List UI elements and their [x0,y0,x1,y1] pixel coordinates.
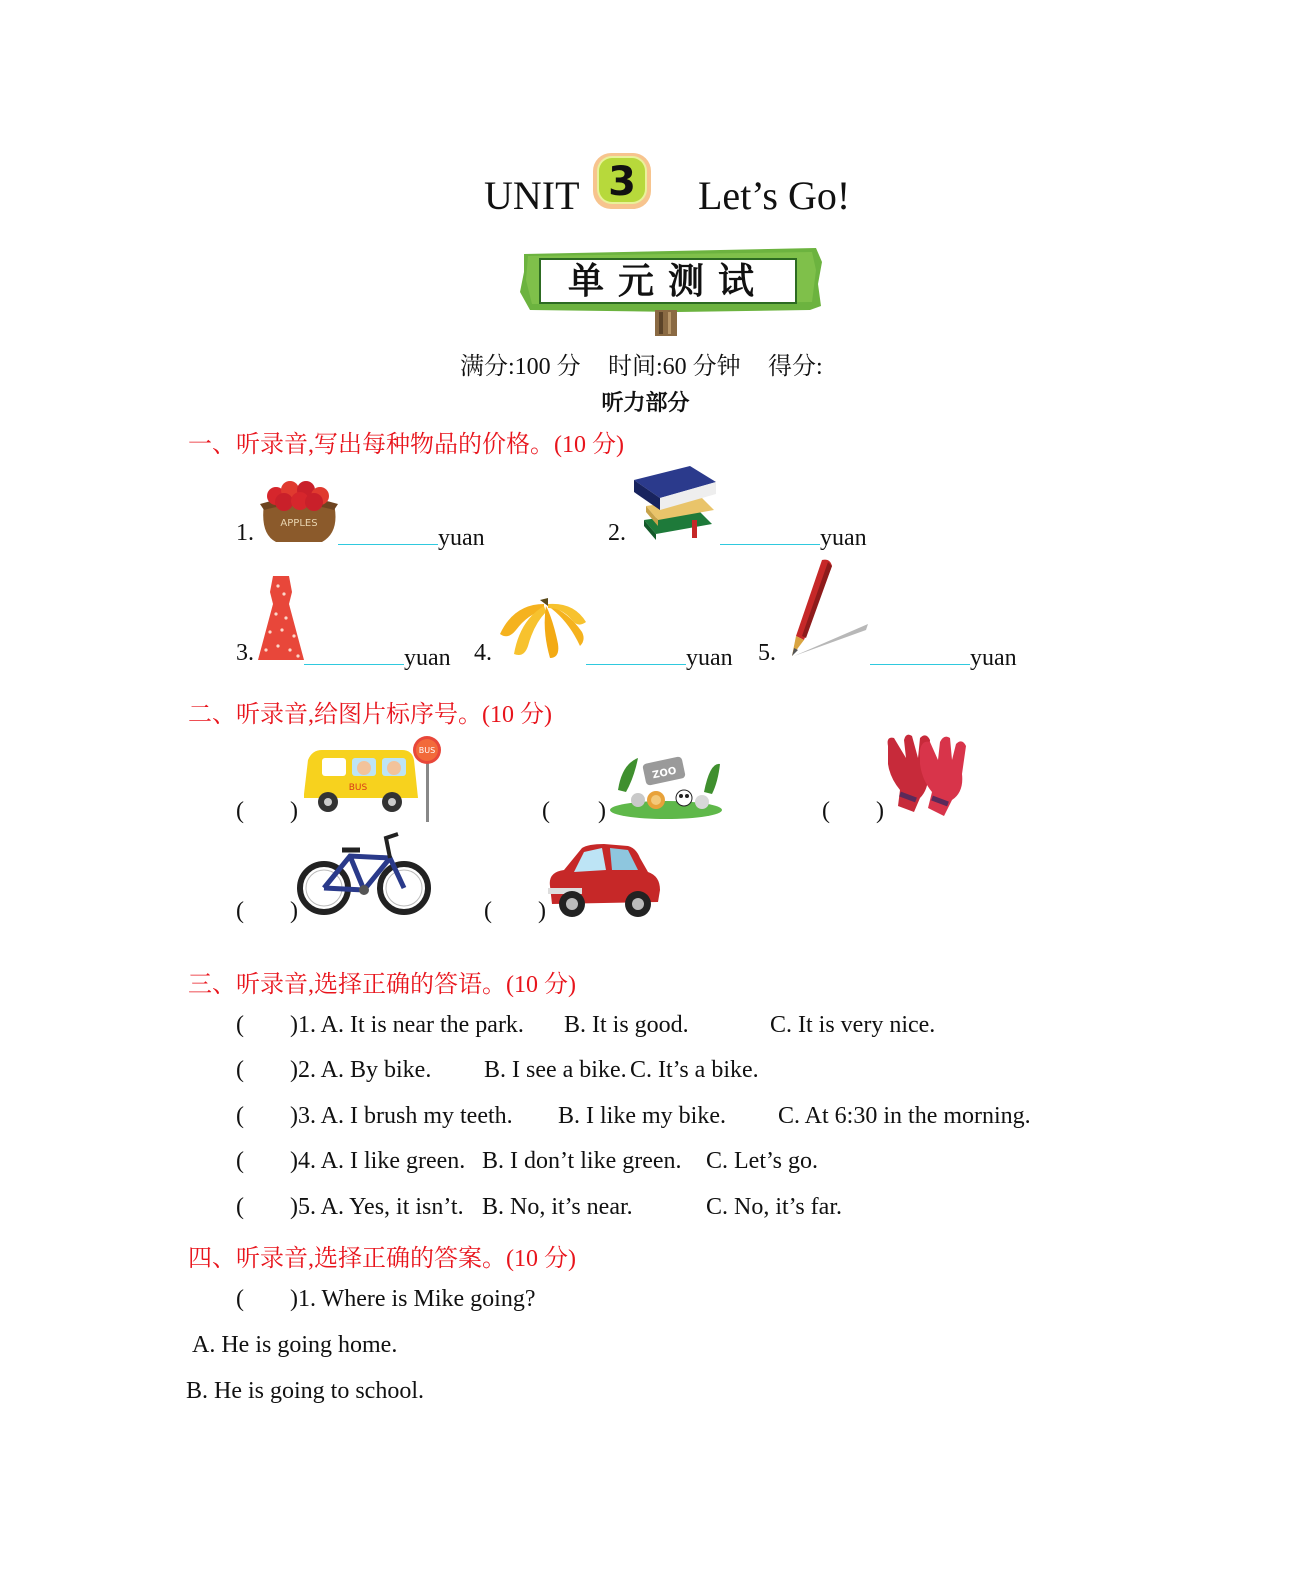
unit-number: 3 [608,159,636,205]
answer-paren[interactable]: ( [236,1057,244,1083]
question-option-c: C. No, it’s far. [706,1194,842,1220]
question-option-c: C. Let’s go. [706,1148,818,1174]
price-blank-1 [338,520,438,545]
bus-side-label: BUS [348,783,368,793]
question-text: )1. Where is Mike going? [290,1286,536,1312]
bike-icon [298,828,432,920]
question-option-c: C. It is very nice. [770,1012,936,1038]
answer-paren[interactable]: ( [236,1103,244,1129]
price-blank-5 [870,640,970,665]
answer-paren-car-close: ) [538,898,546,924]
bus-icon [300,734,450,824]
question-option-a: )2. A. By bike. [290,1057,432,1083]
unit-label: UNIT [484,173,580,218]
item1-answer[interactable]: yuan [338,520,485,552]
item5-number: 5. [758,640,776,666]
answer-paren-zoo-open: ( [542,798,550,824]
zoo-sign-label: ZOO [651,765,678,782]
listening-part-title: 听力部分 [601,391,690,416]
question-option-c: C. At 6:30 in the morning. [778,1103,1031,1129]
question-option-a: )3. A. I brush my teeth. [290,1103,513,1129]
car-icon [544,842,664,922]
zoo-icon [608,744,724,820]
price-blank-2 [720,520,820,545]
score-label: 得分: [768,354,823,380]
answer-paren-bike-close: ) [290,898,298,924]
question-option-a: )5. A. Yes, it isn’t. [290,1194,464,1220]
question-option-b: B. I see a bike. [484,1057,627,1083]
page-title: Let’s Go! [698,173,851,218]
answer-paren[interactable]: ( [236,1286,244,1312]
answer-paren-gloves-open: ( [822,798,830,824]
item5-answer[interactable]: yuan [870,640,1017,672]
item2-answer[interactable]: yuan [720,520,867,552]
pen-icon [774,556,870,664]
apples-sack-icon [256,474,342,546]
apples-sack-label: APPLES [280,518,318,529]
full-score: 满分:100 分 [460,354,581,380]
section1-heading: 一、听录音,写出每种物品的价格。(10 分) [188,432,624,458]
time-limit: 时间:60 分钟 [608,354,741,380]
item1-number: 1. [236,520,254,546]
banner-title: 单元测试 [567,261,768,302]
answer-paren-bus-close: ) [290,798,298,824]
section4-heading: 四、听录音,选择正确的答案。(10 分) [188,1246,576,1272]
answer-paren[interactable]: ( [236,1012,244,1038]
wood-post-icon [655,310,677,336]
gloves-icon [880,728,972,820]
answer-paren-bus-open: ( [236,798,244,824]
answer-paren-zoo-close: ) [598,798,606,824]
question-option-a: )1. A. It is near the park. [290,1012,524,1038]
item2-number: 2. [608,520,626,546]
item3-number: 3. [236,640,254,666]
option-a: A. He is going home. [192,1332,398,1358]
unit-number-badge-icon [590,150,654,212]
question-option-b: B. I like my bike. [558,1103,726,1129]
item3-answer[interactable]: yuan [304,640,451,672]
section3-heading: 三、听录音,选择正确的答语。(10 分) [188,972,576,998]
bananas-icon [494,594,588,662]
answer-paren[interactable]: ( [236,1194,244,1220]
item4-answer[interactable]: yuan [586,640,733,672]
answer-paren-car-open: ( [484,898,492,924]
answer-paren-bike-open: ( [236,898,244,924]
option-b: B. He is going to school. [186,1378,424,1404]
question-option-c: C. It’s a bike. [630,1057,759,1083]
price-blank-4 [586,640,686,665]
price-blank-3 [304,640,404,665]
item4-number: 4. [474,640,492,666]
books-icon [630,462,720,542]
bus-stop-sign-label: BUS [418,746,436,755]
section2-heading: 二、听录音,给图片标序号。(10 分) [188,702,552,728]
question-option-b: B. I don’t like green. [482,1148,682,1174]
question-option-a: )4. A. I like green. [290,1148,466,1174]
question-option-b: B. It is good. [564,1012,689,1038]
answer-paren-gloves-close: ) [876,798,884,824]
question-option-b: B. No, it’s near. [482,1194,633,1220]
answer-paren[interactable]: ( [236,1148,244,1174]
dress-icon [256,574,306,664]
